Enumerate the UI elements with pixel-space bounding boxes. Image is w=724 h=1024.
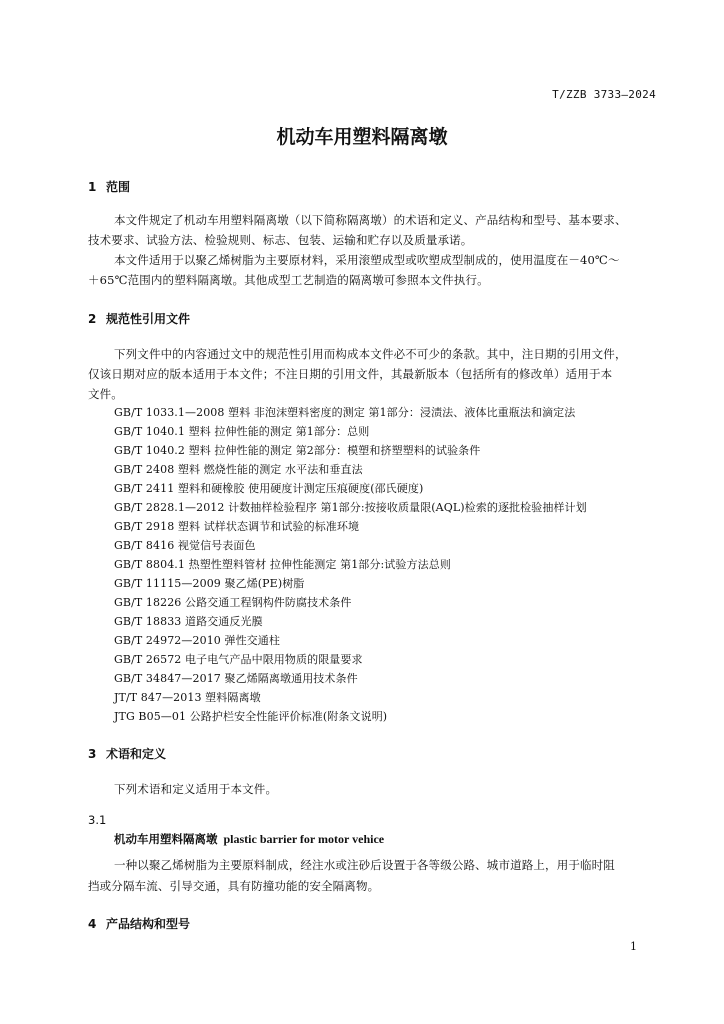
reference-item: GB/T 1033.1—2008 塑料 非泡沫塑料密度的测定 第1部分：浸渍法、液体比重瓶法和滴定法	[114, 406, 576, 419]
paragraph-line: 技术要求、试验方法、检验规则、标志、包装、运输和贮存以及质量承诺。	[88, 233, 473, 247]
reference-item: GB/T 8804.1 热塑性塑料管材 拉伸性能测定 第1部分:试验方法总则	[114, 558, 451, 571]
document-title: 机动车用塑料隔离墩	[276, 126, 448, 148]
reference-item: GB/T 18833 道路交通反光膜	[114, 615, 263, 628]
term-number: 3.1	[88, 813, 107, 827]
section-heading-normative-references	[88, 310, 190, 327]
paragraph-line: 下列术语和定义适用于本文件。	[114, 782, 278, 796]
reference-item: GB/T 2918 塑料 试样状态调节和试验的标准环境	[114, 520, 360, 533]
reference-item: GB/T 2411 塑料和硬橡胶 使用硬度计测定压痕硬度(邵氏硬度)	[114, 482, 424, 495]
reference-item: GB/T 8416 视觉信号表面色	[114, 539, 256, 552]
reference-item: GB/T 1040.1 塑料 拉伸性能的测定 第1部分：总则	[114, 425, 370, 438]
section-heading-terms	[88, 745, 166, 762]
section-title: 范围	[106, 180, 131, 194]
paragraph-line: 文件。	[88, 387, 123, 401]
section-heading-structure	[88, 915, 190, 932]
paragraph-line: 仅该日期对应的版本适用于本文件；不注日期的引用文件，其最新版本（包括所有的修改单）适用于本	[88, 367, 613, 381]
reference-item: GB/T 11115—2009 聚乙烯(PE)树脂	[114, 577, 305, 590]
section-number: 4	[88, 917, 97, 931]
term-title-en: plastic barrier for motor vehice	[223, 832, 385, 846]
standard-code: T/ZZB 3733—2024	[552, 88, 656, 101]
reference-item: GB/T 2828.1—2012 计数抽样检验程序 第1部分:按接收质量限(AQL)检索的逐批检验抽样计划	[114, 501, 587, 514]
paragraph-line: ＋65℃范围内的塑料隔离墩。其他成型工艺制造的隔离墩可参照本文件执行。	[88, 273, 489, 287]
reference-item: GB/T 2408 塑料 燃烧性能的测定 水平法和垂直法	[114, 463, 363, 476]
page-number: 1	[630, 940, 637, 953]
paragraph-line: 下列文件中的内容通过文中的规范性引用而构成本文件必不可少的条款。其中，注日期的引用文件，	[114, 347, 627, 361]
section-heading-scope	[88, 178, 130, 195]
reference-item: JTG B05—01 公路护栏安全性能评价标准(附条文说明)	[114, 710, 388, 723]
reference-item: GB/T 34847—2017 聚乙烯隔离墩通用技术条件	[114, 672, 358, 685]
section-number: 3	[88, 747, 97, 761]
reference-item: JT/T 847—2013 塑料隔离墩	[114, 691, 261, 704]
paragraph-line: 本文件规定了机动车用塑料隔离墩（以下简称隔离墩）的术语和定义、产品结构和型号、基本要求、	[114, 213, 627, 227]
term-title-cn: 机动车用塑料隔离墩	[114, 832, 218, 846]
section-number: 2	[88, 312, 97, 326]
paragraph-line: 一种以聚乙烯树脂为主要原料制成，经注水或注砂后设置于各等级公路、城市道路上，用于临时阻	[114, 858, 615, 872]
paragraph-line: 挡或分隔车流、引导交通，具有防撞功能的安全隔离物。	[88, 879, 380, 893]
section-number: 1	[88, 180, 97, 194]
reference-item: GB/T 26572 电子电气产品中限用物质的限量要求	[114, 653, 363, 666]
reference-item: GB/T 1040.2 塑料 拉伸性能的测定 第2部分：模塑和挤塑塑料的试验条件	[114, 444, 481, 457]
section-title: 术语和定义	[106, 747, 167, 761]
paragraph-line: 本文件适用于以聚乙烯树脂为主要原材料，采用滚塑成型或吹塑成型制成的，使用温度在－40℃～	[114, 253, 620, 267]
section-title: 产品结构和型号	[106, 917, 191, 931]
term-title	[114, 831, 384, 847]
section-title: 规范性引用文件	[106, 312, 191, 326]
reference-item: GB/T 18226 公路交通工程钢构件防腐技术条件	[114, 596, 352, 609]
reference-item: GB/T 24972—2010 弹性交通柱	[114, 634, 280, 647]
